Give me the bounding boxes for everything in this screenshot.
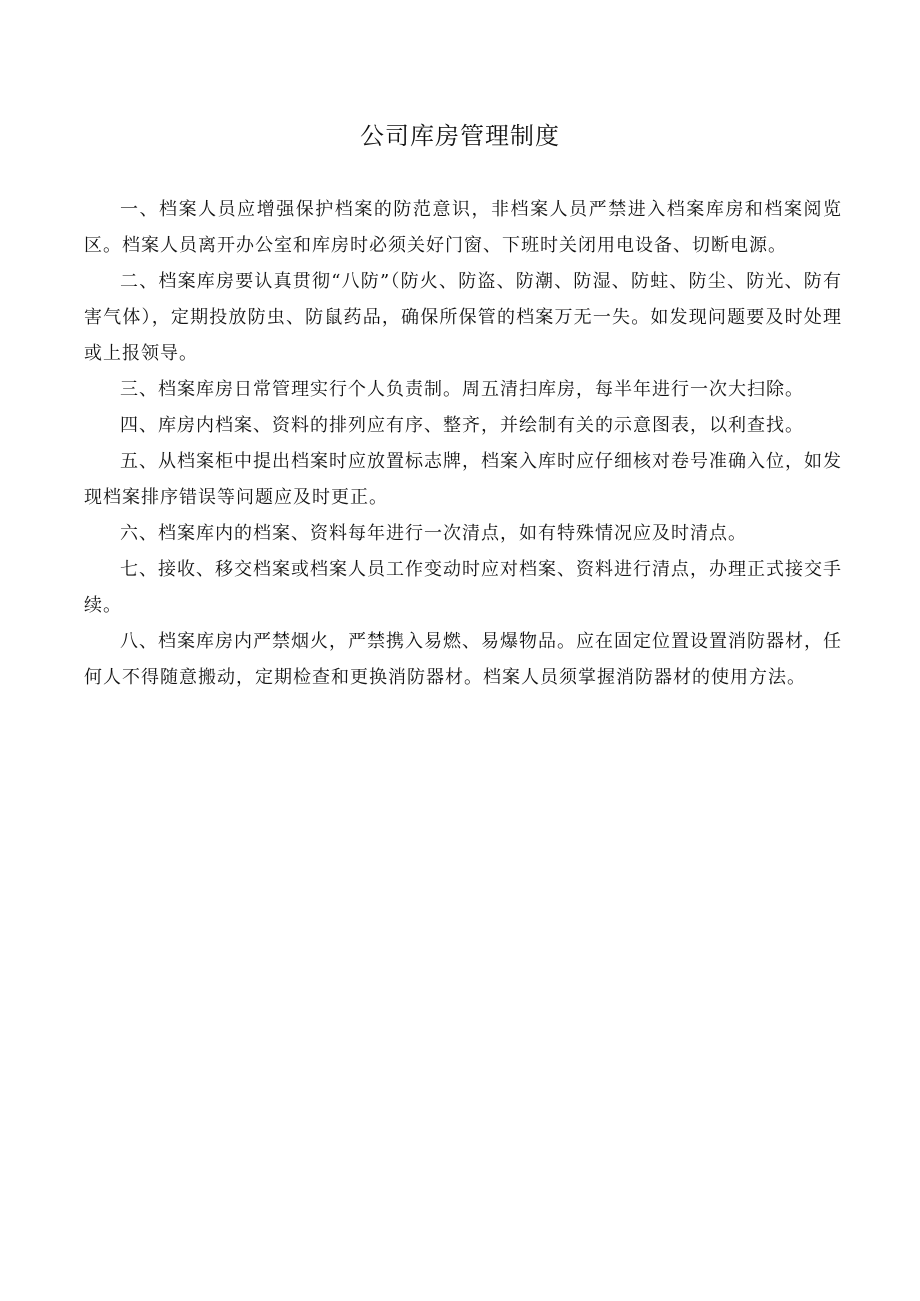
paragraph-rule-5: 五、从档案柜中提出档案时应放置标志牌，档案入库时应仔细核对卷号准确入位，如发现档案排序错误等问题应及时更正。 (84, 451, 842, 508)
paragraph-rule-3: 三、档案库房日常管理实行个人负责制。周五清扫库房，每半年进行一次大扫除。 (120, 379, 804, 400)
paragraph-rule-1: 一、档案人员应增强保护档案的防范意识，非档案人员严禁进入档案库房和档案阅览区。档案人员离开办公室和库房时必须关好门窗、下班时关闭用电设备、切断电源。 (84, 199, 842, 256)
paragraph-rule-4: 四、库房内档案、资料的排列应有序、整齐，并绘制有关的示意图表，以利查找。 (120, 415, 804, 436)
page-title: 公司库房管理制度 (360, 122, 560, 150)
document-body (84, 192, 842, 696)
paragraph-rule-7: 七、接收、移交档案或档案人员工作变动时应对档案、资料进行清点，办理正式接交手续。 (84, 559, 842, 616)
paragraph-rule-6: 六、档案库内的档案、资料每年进行一次清点，如有特殊情况应及时清点。 (120, 523, 747, 544)
paragraph-rule-8: 八、档案库房内严禁烟火，严禁携入易燃、易爆物品。应在固定位置设置消防器材，任何人不得随意搬动，定期检查和更换消防器材。档案人员须掌握消防器材的使用方法。 (84, 631, 842, 688)
paragraph-rule-2: 二、档案库房要认真贯彻“八防”（防火、防盗、防潮、防湿、防蛀、防尘、防光、防有害气体），定期投放防虫、防鼠药品，确保所保管的档案万无一失。如发现问题要及时处理或上报领导。 (84, 271, 842, 364)
